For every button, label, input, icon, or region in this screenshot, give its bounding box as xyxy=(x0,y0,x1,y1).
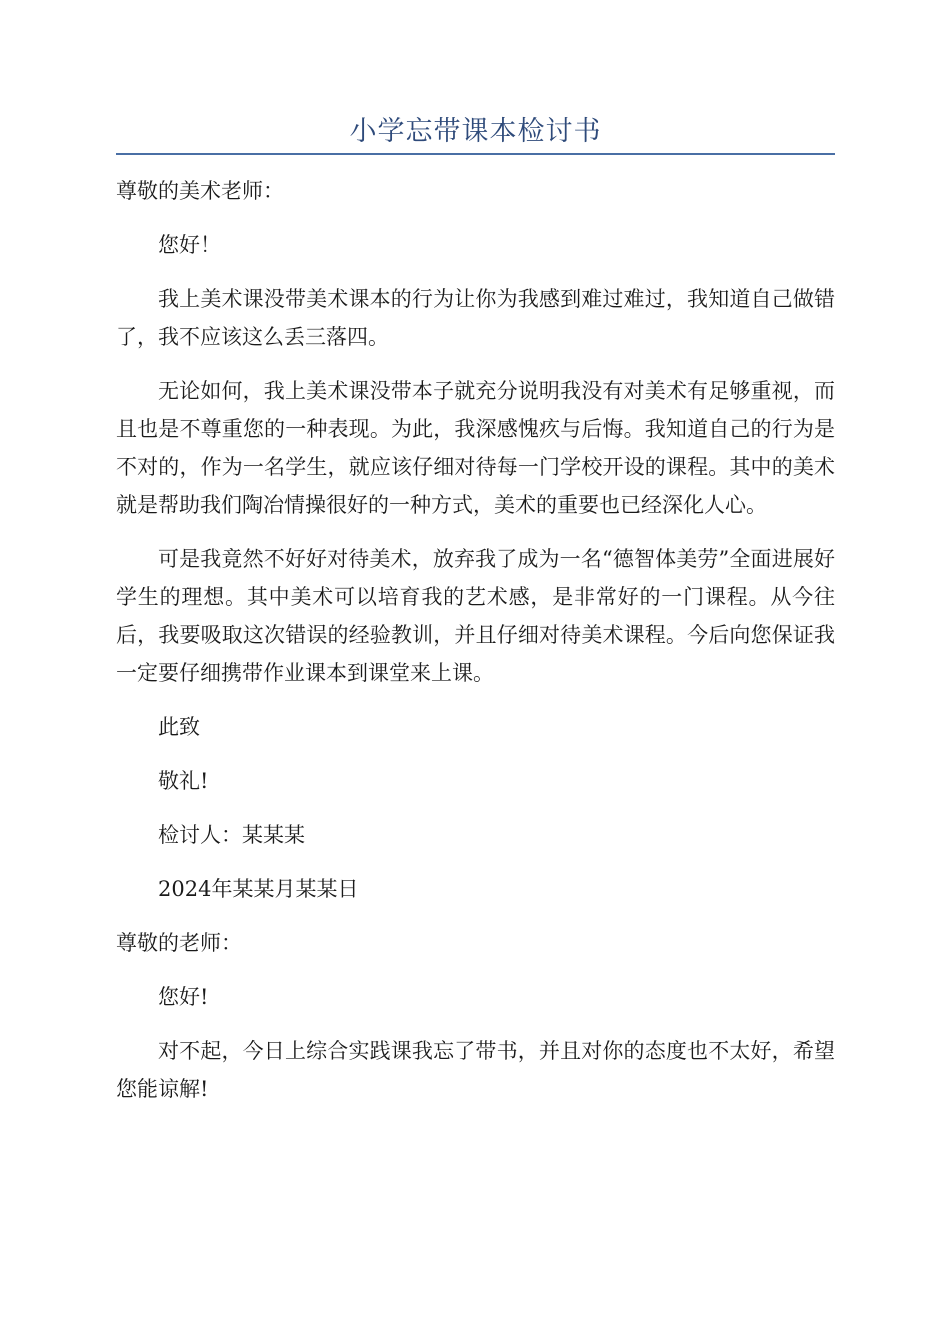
letter1-closing-2: 敬礼! xyxy=(158,769,209,793)
title-underline xyxy=(116,153,835,155)
letter2-salutation: 尊敬的老师： xyxy=(116,931,242,955)
letter1-date: 2024年某某月某某日 xyxy=(158,877,359,901)
letter1-closing-1: 此致 xyxy=(158,715,200,739)
letter1-salutation: 尊敬的美术老师： xyxy=(116,179,284,203)
letter1-paragraph: 无论如何，我上美术课没带本子就充分说明我没有对美术有足够重视，而且也是不尊重您的一种表现。为此，我深感愧疚与后悔。我知道自己的行为是不对的，作为一名学生，就应该仔细对待每一门学校开设的课程。其中的美术就是帮助我们陶冶情操很好的一种方式，美术的重要也已经深化人心。 xyxy=(116,379,835,517)
document-body xyxy=(116,172,835,1124)
letter1-paragraph: 可是我竟然不好好对待美术，放弃我了成为一名“德智体美劳”全面进展好学生的理想。其中美术可以培育我的艺术感，是非常好的一门课程。从今往后，我要吸取这次错误的经验教训，并且仔细对待美术课程。今后向您保证我一定要仔细携带作业课本到课堂来上课。 xyxy=(116,547,835,685)
letter1-signer: 检讨人：某某某 xyxy=(158,823,305,847)
letter1-greeting: 您好！ xyxy=(158,233,221,257)
letter1-paragraph: 我上美术课没带美术课本的行为让你为我感到难过难过，我知道自己做错了，我不应该这么丢三落四。 xyxy=(116,287,835,349)
letter2-paragraph: 对不起，今日上综合实践课我忘了带书，并且对你的态度也不太好，希望您能谅解! xyxy=(116,1039,835,1101)
letter2-greeting: 您好! xyxy=(158,985,209,1009)
document-title: 小学忘带课本检讨书 xyxy=(349,116,602,147)
